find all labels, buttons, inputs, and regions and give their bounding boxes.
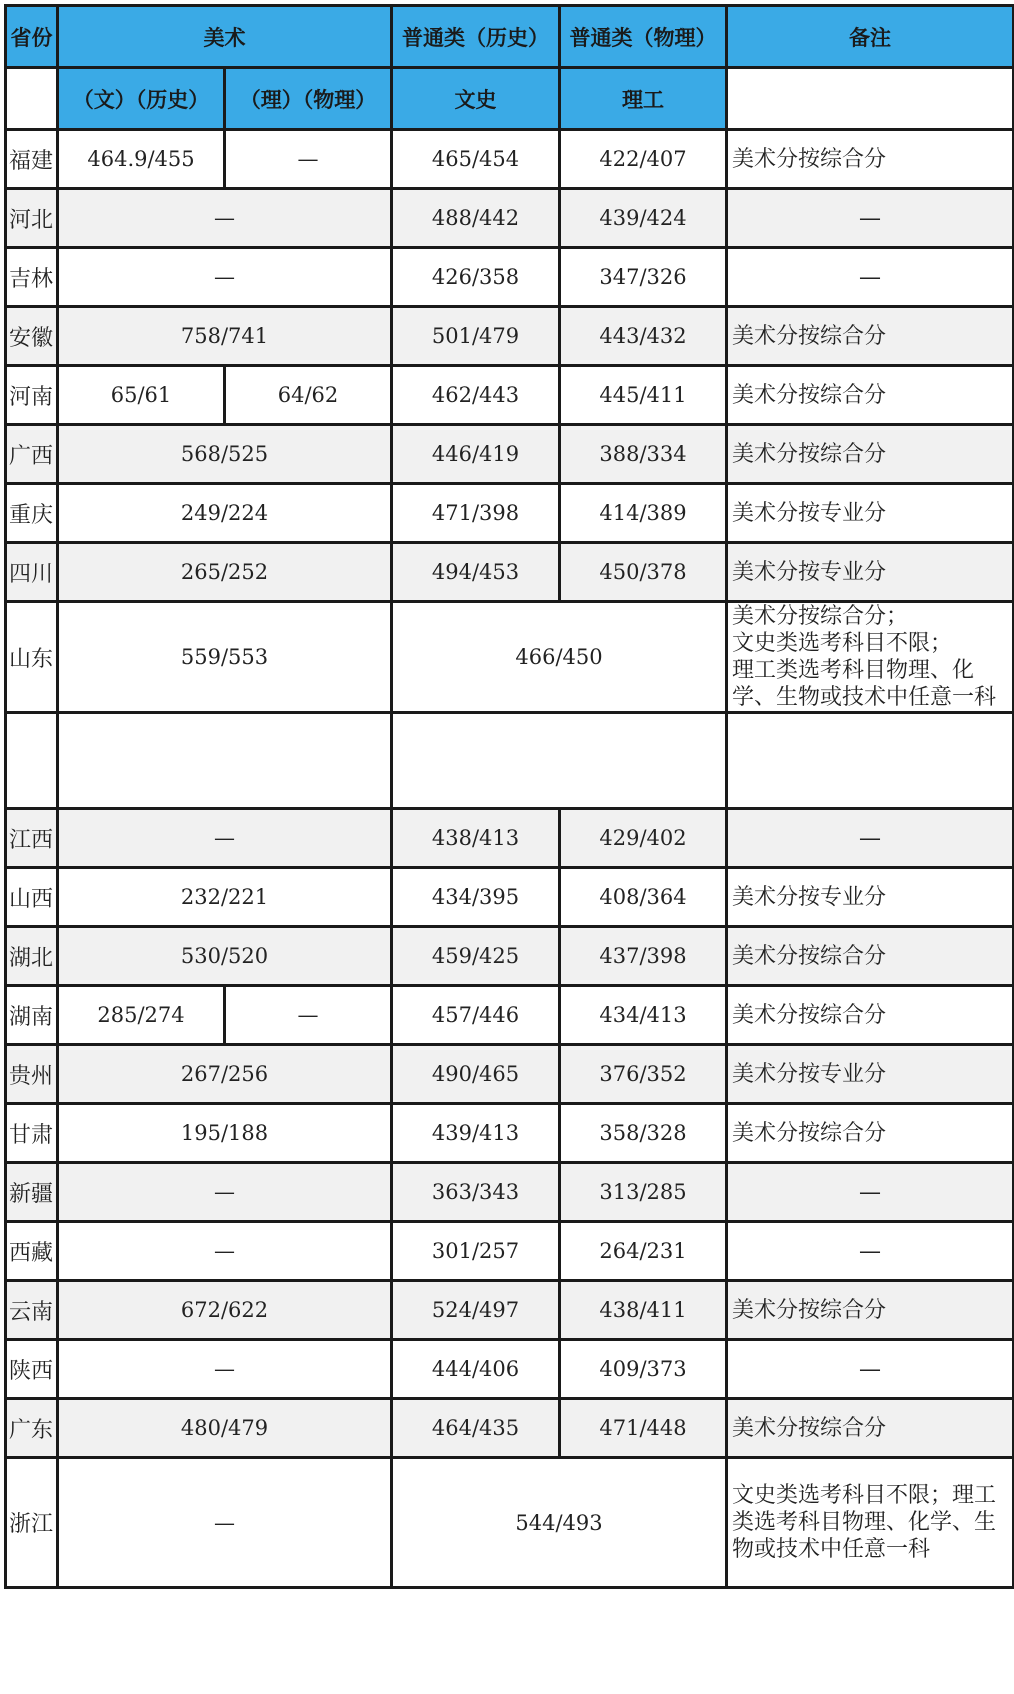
remark-line: 理工类选考科目物理、化 xyxy=(732,658,975,683)
province-cell: 河北 xyxy=(6,189,58,248)
province-cell: 山西 xyxy=(6,868,58,927)
table-row xyxy=(6,1045,1014,1104)
table-row xyxy=(6,868,1014,927)
header-general-physics: 普通类（物理） xyxy=(560,6,727,68)
general-history-cell: 446/419 xyxy=(392,425,560,484)
general-physics-cell: 437/398 xyxy=(560,927,727,986)
table-row xyxy=(6,425,1014,484)
empty-cell xyxy=(727,713,1014,809)
remark-cell: — xyxy=(727,189,1014,248)
general-physics-cell: 414/389 xyxy=(560,484,727,543)
general-physics-cell: 409/373 xyxy=(560,1340,727,1399)
province-cell: 湖北 xyxy=(6,927,58,986)
province-cell: 广西 xyxy=(6,425,58,484)
general-history-cell: 462/443 xyxy=(392,366,560,425)
province-cell: 福建 xyxy=(6,130,58,189)
table-row xyxy=(6,1104,1014,1163)
general-history-cell: 494/453 xyxy=(392,543,560,602)
province-cell: 江西 xyxy=(6,809,58,868)
table-row xyxy=(6,1340,1014,1399)
art-history-cell: 464.9/455 xyxy=(58,130,225,189)
remark-cell: 美术分按综合分 xyxy=(727,425,1014,484)
general-history-cell: 438/413 xyxy=(392,809,560,868)
header-remarks: 备注 xyxy=(727,6,1014,68)
general-physics-cell: 313/285 xyxy=(560,1163,727,1222)
art-cell: 232/221 xyxy=(58,868,392,927)
remark-cell: 美术分按综合分 xyxy=(727,307,1014,366)
art-cell: — xyxy=(58,248,392,307)
general-physics-cell: 388/334 xyxy=(560,425,727,484)
art-cell: 267/256 xyxy=(58,1045,392,1104)
header-general-history: 普通类（历史） xyxy=(392,6,560,68)
art-cell: 758/741 xyxy=(58,307,392,366)
table-row xyxy=(6,927,1014,986)
art-cell: — xyxy=(58,1222,392,1281)
remark-cell: 美术分按综合分 xyxy=(727,1281,1014,1340)
art-cell: 568/525 xyxy=(58,425,392,484)
art-physics-cell: — xyxy=(225,986,392,1045)
header-row-main xyxy=(6,6,1014,68)
table-row xyxy=(6,484,1014,543)
province-cell: 云南 xyxy=(6,1281,58,1340)
province-cell: 西藏 xyxy=(6,1222,58,1281)
province-cell: 陕西 xyxy=(6,1340,58,1399)
empty-row xyxy=(6,713,1014,809)
province-cell: 湖南 xyxy=(6,986,58,1045)
province-cell: 贵州 xyxy=(6,1045,58,1104)
province-cell: 河南 xyxy=(6,366,58,425)
general-physics-cell: 443/432 xyxy=(560,307,727,366)
art-physics-cell: 64/62 xyxy=(225,366,392,425)
remark-cell: 美术分按专业分 xyxy=(727,543,1014,602)
general-physics-cell: 347/326 xyxy=(560,248,727,307)
table-row xyxy=(6,1458,1014,1588)
remark-cell: 美术分按综合分 xyxy=(727,366,1014,425)
remark-cell: — xyxy=(727,809,1014,868)
general-physics-cell: 439/424 xyxy=(560,189,727,248)
general-physics-cell: 429/402 xyxy=(560,809,727,868)
general-physics-cell: 434/413 xyxy=(560,986,727,1045)
remark-cell: 美术分按综合分 xyxy=(727,927,1014,986)
general-history-cell: 434/395 xyxy=(392,868,560,927)
table-row xyxy=(6,1222,1014,1281)
art-cell: — xyxy=(58,1163,392,1222)
table-row xyxy=(6,189,1014,248)
remark-line: 类选考科目物理、化学、生 xyxy=(732,1510,997,1535)
remark-line: 物或技术中任意一科 xyxy=(732,1537,931,1562)
general-history-cell: 444/406 xyxy=(392,1340,560,1399)
art-cell: 265/252 xyxy=(58,543,392,602)
remark-cell: 美术分按综合分 xyxy=(727,986,1014,1045)
header-province: 省份 xyxy=(6,6,58,68)
art-cell: — xyxy=(58,189,392,248)
general-history-cell: 471/398 xyxy=(392,484,560,543)
general-history-cell: 501/479 xyxy=(392,307,560,366)
general-history-cell: 459/425 xyxy=(392,927,560,986)
general-history-cell: 490/465 xyxy=(392,1045,560,1104)
remark-cell: 美术分按专业分 xyxy=(727,1045,1014,1104)
general-history-cell: 426/358 xyxy=(392,248,560,307)
province-cell: 新疆 xyxy=(6,1163,58,1222)
general-history-cell: 464/435 xyxy=(392,1399,560,1458)
art-cell: 249/224 xyxy=(58,484,392,543)
art-cell: 559/553 xyxy=(58,602,392,713)
remark-line: 学、生物或技术中任意一科 xyxy=(732,685,997,710)
art-history-cell: 65/61 xyxy=(58,366,225,425)
remark-cell: — xyxy=(727,1163,1014,1222)
province-cell: 甘肃 xyxy=(6,1104,58,1163)
empty-cell xyxy=(58,713,392,809)
art-cell: 195/188 xyxy=(58,1104,392,1163)
remark-line: 文史类选考科目不限； xyxy=(732,631,953,656)
score-table-container xyxy=(4,4,1014,1589)
header-row-sub xyxy=(6,68,1014,130)
table-row xyxy=(6,130,1014,189)
remark-cell: 美术分按专业分 xyxy=(727,484,1014,543)
header-wenshi: 文史 xyxy=(392,68,560,130)
header-art-physics: （理）（物理） xyxy=(225,68,392,130)
table-row xyxy=(6,1281,1014,1340)
remark-cell xyxy=(727,602,1014,713)
table-row xyxy=(6,248,1014,307)
remark-line: 美术分按综合分； xyxy=(732,604,909,629)
remark-line: 文史类选考科目不限；理工 xyxy=(732,1483,997,1508)
general-history-cell: 524/497 xyxy=(392,1281,560,1340)
general-physics-cell: 264/231 xyxy=(560,1222,727,1281)
table-row xyxy=(6,366,1014,425)
table-row xyxy=(6,307,1014,366)
header-art: 美术 xyxy=(58,6,392,68)
table-row xyxy=(6,1163,1014,1222)
empty-cell xyxy=(6,713,58,809)
empty-cell xyxy=(392,713,727,809)
general-physics-cell: 445/411 xyxy=(560,366,727,425)
art-cell: — xyxy=(58,1458,392,1588)
art-cell: — xyxy=(58,1340,392,1399)
remark-cell: 美术分按综合分 xyxy=(727,1104,1014,1163)
province-cell: 安徽 xyxy=(6,307,58,366)
header-ligong: 理工 xyxy=(560,68,727,130)
table-row xyxy=(6,602,1014,713)
general-physics-cell: 471/448 xyxy=(560,1399,727,1458)
province-cell: 浙江 xyxy=(6,1458,58,1588)
art-history-cell: 285/274 xyxy=(58,986,225,1045)
province-cell: 重庆 xyxy=(6,484,58,543)
admission-score-table xyxy=(4,4,1014,1589)
general-physics-cell: 438/411 xyxy=(560,1281,727,1340)
general-physics-cell: 422/407 xyxy=(560,130,727,189)
remark-cell: 美术分按综合分 xyxy=(727,130,1014,189)
general-physics-cell: 408/364 xyxy=(560,868,727,927)
art-cell: 672/622 xyxy=(58,1281,392,1340)
art-cell: 530/520 xyxy=(58,927,392,986)
remark-cell: — xyxy=(727,1222,1014,1281)
province-cell: 吉林 xyxy=(6,248,58,307)
general-history-cell: 301/257 xyxy=(392,1222,560,1281)
general-physics-cell: 376/352 xyxy=(560,1045,727,1104)
province-cell: 四川 xyxy=(6,543,58,602)
table-row xyxy=(6,1399,1014,1458)
remark-cell xyxy=(727,1458,1014,1588)
header-sub-blank xyxy=(6,68,58,130)
art-cell: — xyxy=(58,809,392,868)
table-row xyxy=(6,543,1014,602)
general-physics-cell: 450/378 xyxy=(560,543,727,602)
art-physics-cell: — xyxy=(225,130,392,189)
province-cell: 广东 xyxy=(6,1399,58,1458)
general-cell: 544/493 xyxy=(392,1458,727,1588)
general-cell: 466/450 xyxy=(392,602,727,713)
art-cell: 480/479 xyxy=(58,1399,392,1458)
table-row xyxy=(6,809,1014,868)
header-art-history: （文）（历史） xyxy=(58,68,225,130)
general-history-cell: 363/343 xyxy=(392,1163,560,1222)
general-history-cell: 465/454 xyxy=(392,130,560,189)
remark-cell: 美术分按专业分 xyxy=(727,868,1014,927)
general-physics-cell: 358/328 xyxy=(560,1104,727,1163)
remark-cell: — xyxy=(727,1340,1014,1399)
remark-cell: — xyxy=(727,248,1014,307)
remark-cell: 美术分按综合分 xyxy=(727,1399,1014,1458)
general-history-cell: 439/413 xyxy=(392,1104,560,1163)
general-history-cell: 488/442 xyxy=(392,189,560,248)
general-history-cell: 457/446 xyxy=(392,986,560,1045)
header-sub-blank-remarks xyxy=(727,68,1014,130)
table-row xyxy=(6,986,1014,1045)
province-cell: 山东 xyxy=(6,602,58,713)
